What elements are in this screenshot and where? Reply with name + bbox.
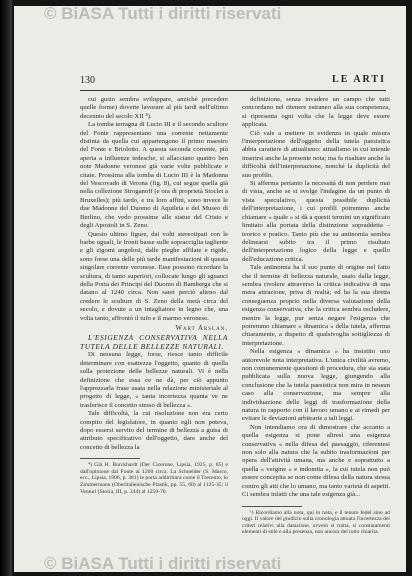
paragraph: Si afferma pertanto la necessità di non perdere mai di vista, anche se si svolge l'indagine da un punto di vista speculativo, questa possibile duplicità dell'interpretazione, i cui profili potremmo anche chiamare « quale » si dà a questi termini un significato limitato alla portata della distinzione sopraddetta – teorico e pratico. Tanto più che su antinomia sembra delinearsi subito tra il primo risultato dell'interpretazione logico della legge e quello dell'educazione critica. <box>242 180 390 263</box>
watermark-bottom: © BiASA Tutti i diritti riservati <box>44 554 282 572</box>
paragraph: Nella esigenza « dinamica » ha insistito uno autorevole nota interpretativa. L'unica civilità avremo, non comunemente questioni di procedura, che sia stata pubblicata sulla nuova legge, giungendo alla conclusione che la tutela paesistica non mira in nessun caso alla conservazione, ma sempre alla individuazione delle leggi di trasformazione della natura in rapporto con il lavoro umano e ai rimedi per evitare le deviazioni arbitrarie a tali leggi. <box>242 348 390 423</box>
book-binding <box>0 0 12 576</box>
footnote: ¹) Ricordiamo alla nota, qui in nota, e il tenuto fedel sino ad oggi. Il valore del giudizio sulla cronologia attuata l'incertezza dei criteri relativi alla datazione, ovvero si tratta, si constatamenti elementi di stile e alla presenza, non ancora del tutto chiarita. <box>242 509 390 536</box>
paragraph: cui gusto sembra sviluppare, anziché precedere quelle forme) dovette lavorare al più tardi nell'ultimo decennio del secolo XII ⁴). <box>80 96 228 120</box>
paragraph: Di nessuna legge, forse, riesce tanto difficile determinare con esattezza l'oggetto, quanto di quella sulla protezione delle bellezze naturali. Vi è nella definizione che essa ce ne dà, per ciò appunto l'apprezzarla frase usata nella relazione ministeriale al progetto di legge, « tanta incertezza quanta ve ne trasferisce il concetto stesso di bellezza ». <box>80 351 228 409</box>
page-header <box>80 74 386 91</box>
page-number: 130 <box>80 75 95 86</box>
paragraph: La tomba terragna di Lucio III e il secondo scultore del Fonte rappresentano una corrente nettamente distinta da quella cui appartengono il primo maestro del Fonte e Briolotto. A questa seconda corrente, più aperta a influenze tedesche, si allacciano quattro ben note Madonne veronesi già varie volte pubblicate e citate. Prossima alla tomba di Lucio III è la Madonna del Vescovado di Verona (fig. 8), cui segue quella già nella collezione Stroganoff (e ora di proprietà Stoclet a Bruxelles); più tardo, e tra loro affini, sono invece le due Madonne del Duomo di Aquileia e del Museo di Berlino, che vedo prossime alle statue del Cristo e degli Apostoli in S. Zeno. <box>80 121 228 230</box>
paragraph: Tale antinomia ha il suo punto di origine nel fatto che il termine di bellezza naturale, usato dalla legge, sembra rivolere attraverso la critica indicativa di una mera attrazione, priva di realtà; ed ha la sua diretta conseguenza proprio nella diversa valutazione della esigenza conservativa, che la critica sembra escludere, mentre la legge, pur senza negare l'esigenza che potremmo chiamare « dinamica » della tutela, afferma chiaramente, a dispetto di qualsivoglia sottigliezza di interpretazione. <box>242 264 390 347</box>
footnote: ⁴) Già H. Burckhardt (Der Cicerone, Lipsia, 1925, p. 85) e dall'opinione dal Fonte al 1200 circa. La Schneider (S. Marco, ecc., Lipsia, 1906, p. 381) le porta addirittura come il Trecento, lo Zimmermann (Oberitalienische Plastik, pp. 55, 60) al 1125-35; il Venturi (Storia, III, p. 244) al 1250-70. <box>80 462 228 495</box>
watermark-top: © BiASA Tutti i diritti riservati <box>44 6 282 23</box>
scanned-page <box>14 6 406 572</box>
paragraph: Questo ultimo figure, dai volti stereotipati con le barbe uguali, le fronti basse sulle sopracciglia tagliente e gli zigomi angolosi, dalle pieghe affilate e rigide, sono forse una delle più tarde manifestazioni di questa singolare corrente veronese. Esse possono ricordare la scultura, di tanto superiori, collocate lungo gli sguanci della Porta dei Principi del Duomo di Bamberga che si datano al 1240 circa. Non sarei perciò alieno dal credere le sculture di S. Zeno della metà circa del secolo, e dovute a un intagliatore in legno che, una volta tanto, affrontò il tufo e il marmo veronese. <box>80 230 228 322</box>
paragraph: definizione, senza invadere un campo che tutti concordano nel ritenere estraneo alla sua competenza, si ripresenta ogni volta che la legge deve essere applicata. <box>242 96 390 129</box>
paragraph: Non intendiamo ora di dimostrare che accanto a quella esigenza si pone altresì una esigenza conservativa « nella difesa del paesaggio, riferentesi non solo alla natura che la subito trasformazioni per opera dell'attività umana, ma anche e soprattutto a quella « vergine » e indomita », la cui tutela non può essere concepita se non come difesa della natura stessa contro gli atti che lo umano, ma tanto varietà di aspetti. Ci sembra infatti che una tale esigenza già... <box>242 423 390 499</box>
paragraph: Tale difficoltà, la cui risoluzione non era certo compito del legislatore, in quanto egli non poteva, dopo essersi servito del termine di bellezza a guisa di attributo specificativo dell'oggetto, dare anche del concetto di bellezza la <box>80 410 228 451</box>
footnote-divider <box>242 506 302 507</box>
article-title: L'ESIGENZA CONSERVATIVA NELLA TUTELA DELLE BELLEZZE NATURALI. <box>80 333 228 352</box>
author-signature: Wart Arslan. <box>175 324 228 332</box>
paragraph: Ciò vale a mettere in evidenza in quale misura l'interpretazione dell'oggetto della tutela paesistica abbia carattere di attualismo: attualismo in cui intende inserirsi anche la presente nota; ma fa risaltare anche la difficoltà dell'interpretazione, nonché la duplicità del suo profilo. <box>242 129 390 179</box>
left-column <box>80 96 228 495</box>
footnote-divider <box>80 458 140 459</box>
journal-title: LE ARTI <box>332 74 386 85</box>
right-column <box>242 96 390 536</box>
